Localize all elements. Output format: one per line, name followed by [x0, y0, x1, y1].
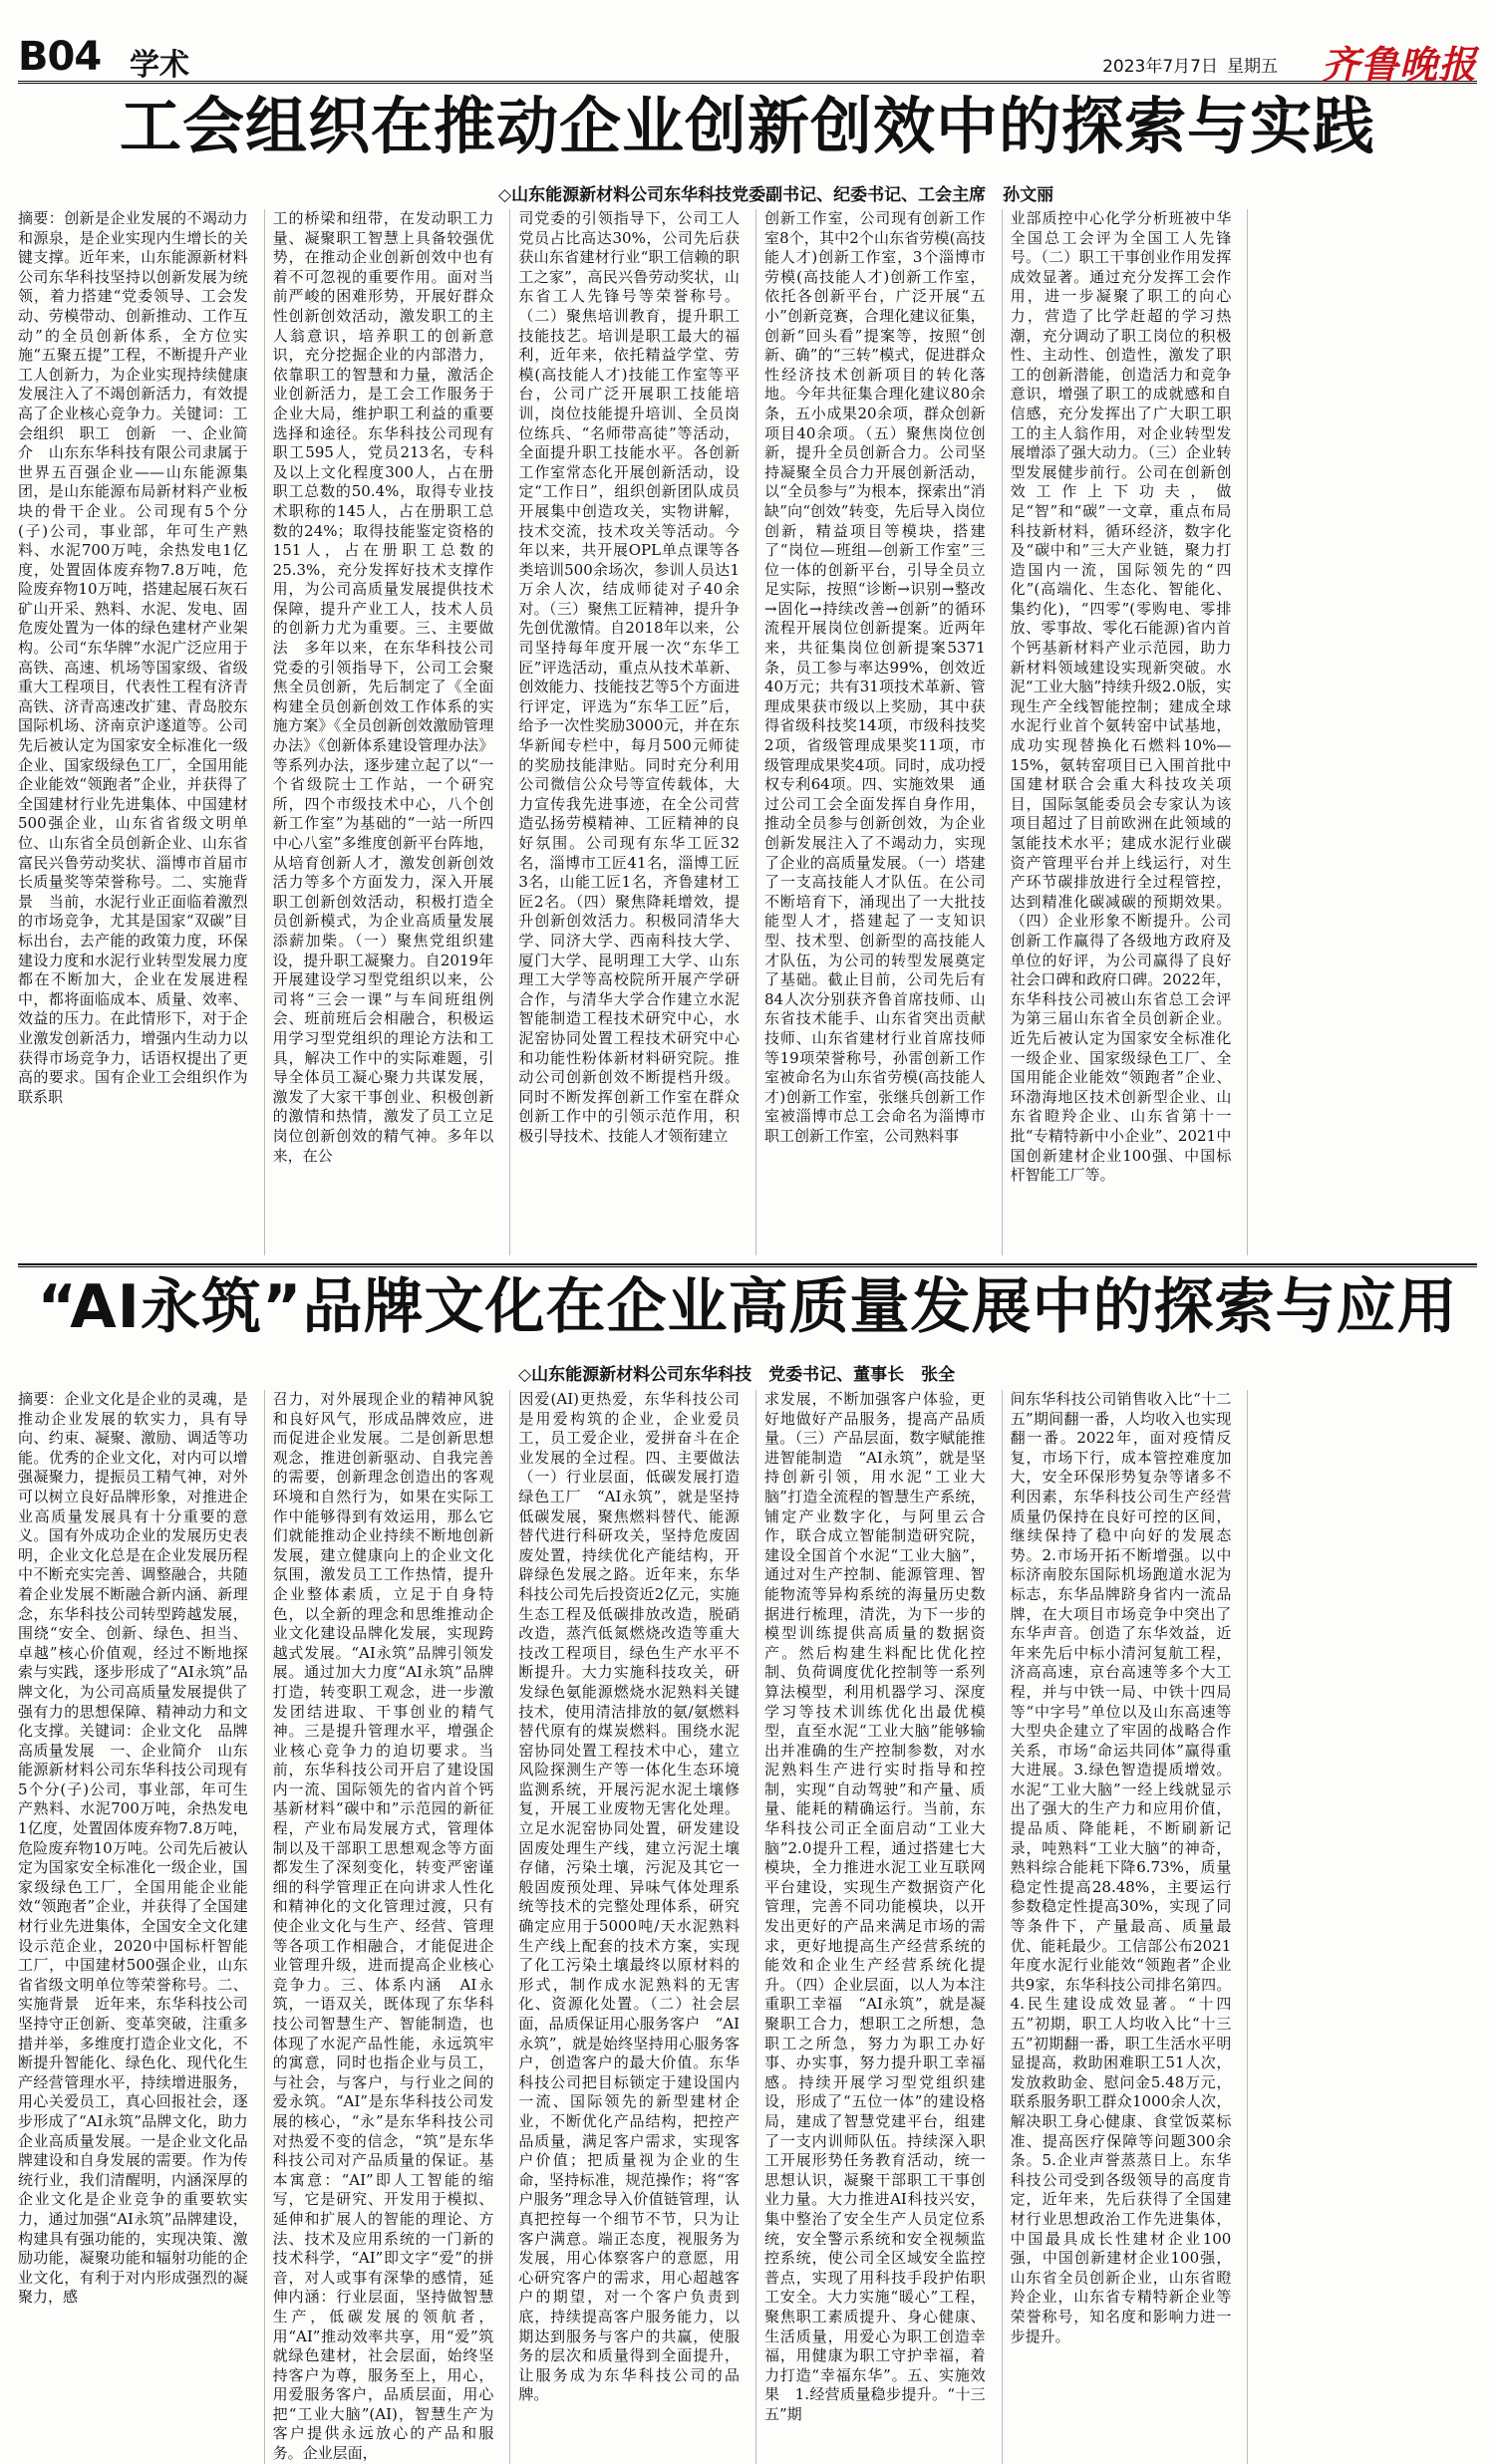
- article1-title: 工会组织在推动企业创新创效中的探索与实践: [119, 90, 1375, 162]
- article2-column-3: 因爱(AI)更热爱，东华科技公司是用爱构筑的企业，企业爱员工，员工爱企业，爱拼奋斗在企业发展的全过程。四、主要做法 （一）行业层面，低碳发展打造绿色工厂 “AI永筑”，就是坚持低碳发展，聚焦燃料替代、能源替代进行科研攻关，坚持危废固废处置，持续优化产能结构，开辟绿色发展之路。近年来，东华科技公司先后投资近2亿元，实施生态工程及低碳排放改造，脱硝改造，蒸汽低氮燃烧改造等重大技改工程项目，绿色生产水平不断提升。大力实施科技攻关，研发绿色氨能源燃烧水泥熟料关键技术，使用清洁排放的氨/氨燃料替代原有的煤炭燃料。围绕水泥窑协同处置工程技术中心，建立风险探测生产等一体化生态环境监测系统，开展污泥水泥土壤修复，开展工业废物无害化处理。立足水泥窑协同处置，研发建设固废处理生产线，建立污泥土壤存储，污染土壤，污泥及其它一般固废预处理、异味气体处理系统等技术的完整处理体系，研究确定应用于5000吨/天水泥熟料生产线上配套的技术方案，实现了化工污染土壤最终以原材料的形式，制作成水泥熟料的无害化、资源化处置。（二）社会层面，品质保证用心服务客户 “AI永筑”，就是始终坚持用心服务客户，创造客户的最大价值。东华科技公司把目标锁定于建设国内一流、国际领先的新型建材企业，不断优化产品结构，把控产品质量，满足客户需求，实现客户价值；把质量视为企业的生命，坚持标准，规范操作；将“客户服务”理念导入价值链管理，认真把控每一个细节不节，只为让客户满意。端正态度，视服务为发展，用心体察客户的意愿，用心研究客户的需求，用心超越客户的期望，对一个客户负责到底，持续提高客户服务能力，以期达到服务与客户的共赢，使服务的层次和质量得到全面提升，让服务成为东华科技公司的品牌。: [509, 1390, 740, 2464]
- issue-weekday: 星期五: [1227, 57, 1278, 77]
- article1-byline: ◇山东能源新材料公司东华科技党委副书记、纪委书记、工会主席 孙文丽: [498, 185, 1054, 205]
- article2-column-4: 求发展，不断加强客户体验，更好地做好产品服务，提高产品质量。（三）产品层面，数字赋能推进智能制造 “AI永筑”，就是坚持创新引领，用水泥“工业大脑”打造全流程的智慧生产系统，铺定产业数字化，与阿里云合作，联合成立智能制造研究院，建设全国首个水泥“工业大脑”，通过对生产控制、能源管理、智能物流等异构系统的海量历史数据进行梳理，清洗，为下一步的模型训练提供高质量的数据资产。然后构建生料配比优化控制、负荷调度优化控制等一系列算法模型，利用机器学习、深度学习等技术训练优化出最优模型，直至水泥“工业大脑”能够输出并准确的生产控制参数，对水泥熟料生产进行实时指导和控制，实现“自动驾驶”和产量、质量、能耗的精确运行。当前，东华科技公司正全面启动“工业大脑”2.0提升工程，通过搭建七大模块，全力推进水泥工业互联网平台建设，实现生产数据资产化管理，完善不同功能模块，以开发出更好的产品来满足市场的需求，更好地提高生产经营系统的能效和企业生产经营系统化提升。（四）企业层面，以人为本注重职工幸福 “AI永筑”，就是凝聚职工合力，想职工之所想，急职工之所急，努力为职工办好事、办实事，努力提升职工幸福感。持续开展学习型党组织建设，形成了“五位一体”的建设格局，建成了智慧党建平台，组建了一支内训师队伍。持续深入职工开展形势任务教育活动，统一思想认识，凝聚干部职工干事创业力量。大力推进AI科技兴安，集中整治了安全生产人员定位系统，安全警示系统和安全视频监控系统，使公司全区域安全监控普点，实现了用科技手段护佑职工安全。大力实施“暖心”工程，聚焦职工素质提升、身心健康、生活质量，用爱心为职工创造幸福，用健康为职工守护幸福，着力打造“幸福东华”。五、实施效果 1.经营质量稳步提升。“十三五”期: [755, 1390, 986, 2464]
- section-name: 学术: [130, 48, 189, 83]
- page-header: [18, 30, 1477, 87]
- article1-column-6: [1247, 209, 1477, 1255]
- issue-date: 2023年7月7日: [1102, 57, 1218, 77]
- article2-column-6: [1247, 1390, 1477, 2464]
- article1-column-2: 工的桥梁和纽带，在发动职工力量、凝聚职工智慧上具备较强优势，在推动企业创新创效中也有着不可忽视的重要作用。面对当前严峻的困难形势，开展好群众性创新创效活动，激发职工的主人翁意识，培养职工的创新意识，充分挖掘企业的内部潜力，依靠职工的智慧和力量，激活企业创新活力，是工会工作服务于企业大局，维护职工利益的重要选择和途径。东华科技公司现有职工595人，党员213名，专科及以上文化程度300人，占在册职工总数的50.4%，取得专业技术职称的145人，占在册职工总数的24%；取得技能鉴定资格的151人，占在册职工总数的25.3%，充分发挥好技术支撑作用，为公司高质量发展提供技术保障，提升产业工人，技术人员的创新力尤为重要。三、主要做法 多年以来，在东华科技公司党委的引领指导下，公司工会聚焦全员创新，先后制定了《全面构建全员创新创效工作体系的实施方案》《全员创新创效激励管理办法》《创新体系建设管理办法》等系列办法，逐步建立起了以“一个省级院士工作站，一个研究所，四个市级技术中心，八个创新工作室”为基础的“一站一所四中心八室”多维度创新平台阵地，从培育创新人才，激发创新创效活力等多个方面发力，深入开展职工创新创效活动，积极打造全员创新模式，为企业高质量发展添薪加柴。（一）聚焦党组织建设，提升职工凝聚力。自2019年开展建设学习型党组织以来，公司将“三会一课”与车间班组例会、班前班后会相融合，积极运用学习型党组织的理论方法和工具，解决工作中的实际难题，引导全体员工凝心聚力共谋发展，激发了大家干事创业、积极创新的激情和热情，激发了员工立足岗位创新创效的精气神。多年以来，在公: [264, 209, 494, 1255]
- article1-column-4: 创新工作室，公司现有创新工作室8个，其中2个山东省劳模(高技能人才)创新工作室，3个淄博市劳模(高技能人才)创新工作室，依托各创新平台，广泛开展“五小”创新竞赛，合理化建议征集，创新“回头看”提案等，按照“创新、确”的“三转”模式，促进群众性经济技术创新项目的转化落地。今年共征集合理化建议80余条，五小成果20余项，群众创新项目40余项。（五）聚焦岗位创新，提升全员创新合力。公司坚持凝聚全员合力开展创新活动，以“全员参与”为根本，探索出“消缺”向“创效”转变，先后导入岗位创新，精益项目等模块，搭建了“岗位—班组—创新工作室”三位一体的创新平台，引导全员立足实际，按照“诊断→识别→整改→固化→持续改善→创新”的循环流程开展岗位创新提案。近两年来，共征集岗位创新提案5371条，员工参与率达99%，创效近40万元；共有31项技术革新、管理成果获市级以上奖励，其中获得省级科技奖14项，市级科技奖2项，省级管理成果奖11项，市级管理成果奖4项。同时，成功授权专利64项。四、实施效果 通过公司工会全面发挥自身作用，推动全员参与创新创效，为企业创新发展注入了不竭动力，实现了企业的高质量发展。（一）塔建了一支高技能人才队伍。在公司不断培育下，涌现出了一大批技能型人才，搭建起了一支知识型、技术型、创新型的高技能人才队伍，为公司的转型发展奠定了基础。截止目前，公司先后有84人次分别获齐鲁首席技师、山东省技术能手、山东省突出贡献技师、山东省建材行业首席技师等19项荣誉称号，孙雷创新工作室被命名为山东省劳模(高技能人才)创新工作室，张继兵创新工作室被淄博市总工会命名为淄博市职工创新工作室，公司熟料事: [755, 209, 986, 1255]
- article1-body: [18, 209, 1477, 1255]
- article2-body: [18, 1390, 1477, 2463]
- article1-column-1: 摘要：创新是企业发展的不竭动力和源泉，是企业实现内生增长的关键支撑。近年来，山东能源新材料公司东华科技坚持以创新发展为统领，着力搭建“党委领导、工会发动、劳模带动、创新推动、工作互动”的全员创新体系，全方位实施“五聚五提”工程，不断提升产业工人创新力，为企业实现持续健康发展注入了不竭创新活力，有效提高了企业核心竞争力。关键词：工会组织 职工 创新 一、企业简介 山东东华科技有限公司隶属于世界五百强企业——山东能源集团，是山东能源布局新材料产业板块的骨干企业。公司现有5个分(子)公司，事业部，年可生产熟料、水泥700万吨，余热发电1亿度，处置固体废弃物7.8万吨，危险废弃物10万吨，搭建起展石灰石矿山开采、熟料、水泥、发电、固危废处置为一体的绿色建材产业架构。公司“东华牌”水泥广泛应用于高铁、高速、机场等国家级、省级重大工程项目，代表性工程有济青高铁、济青高速改扩建、青岛胶东国际机场、济南京沪遂道等。公司先后被认定为国家安全标准化一级企业、国家级绿色工厂，全国用能企业能效“领跑者”企业，并获得了全国建材行业先进集体、中国建材500强企业，山东省省级文明单位、山东省全员创新企业、山东省富民兴鲁劳动奖状、淄博市首届市长质量奖等荣誉称号。二、实施背景 当前，水泥行业正面临着激烈的市场竞争，尤其是国家“双碳”目标出台，去产能的政策力度，环保建设力度和水泥行业转型发展力度都在不断加大，企业在发展进程中，都将面临成本、质量、效率、效益的压力。在此情形下，对于企业激发创新活力，增强内生动力以获得市场竞争力，话语权提出了更高的要求。国有企业工会组织作为联系职: [18, 209, 248, 1106]
- article2-byline: ◇山东能源新材料公司东华科技 党委书记、董事长 张全: [518, 1365, 956, 1385]
- article2-column-2: 召力，对外展现企业的精神风貌和良好风气，形成品牌效应，进而促进企业发展。二是创新思想观念，推进创新驱动、自我完善的需要，创新理念创造出的客观环境和自然行为，如果在实际工作中能够得到有效运用，那么它们就能推动企业持续不断地创新发展，建立健康向上的企业文化氛围，激发员工工作热情，提升企业整体素质，立足于自身特色，以全新的理念和思维推动企业文化建设品牌化发展，实现跨越式发展。“AI永筑”品牌引领发展。通过加大力度“AI永筑”品牌打造，转变职工观念，进一步激发团结进取、干事创业的精气神。三是提升管理水平，增强企业核心竞争力的迫切要求。当前，东华科技公司开启了建设国内一流、国际领先的省内首个钙基新材料“碳中和”示范园的新征程，产业布局发展方式，管理体制以及干部职工思想观念等方面都发生了深刻变化，转变严密谨细的科学管理正在向讲求人性化和精神化的文化管理过渡，只有使企业文化与生产、经营、管理等各项工作相融合，才能促进企业管理升级，进而提高企业核心竞争力。三、体系内涵 AI永筑，一语双关，既体现了东华科技公司智慧生产、智能制造，也体现了水泥产品性能，永远筑牢的寓意，同时也指企业与员工，与社会，与客户，与行业之间的爱永筑。“AI”是东华科技公司发展的核心，“永”是东华科技公司对热爱不变的信念，“筑”是东华科技公司对产品质量的保证。基本寓意：“AI”即人工智能的缩写，它是研究、开发用于模拟、延伸和扩展人的智能的理论、方法、技术及应用系统的一门新的技术科学，“AI”即文字“爱”的拼音，对人或事有深挚的感情，延伸内涵：行业层面，坚持做智慧生产，低碳发展的领航者，用“AI”推动效率共享，用“爱”筑就绿色建材，社会层面，始终坚持客户为尊，服务至上，用心，用爱服务客户，品质层面，用心把“工业大脑”(AI)，智慧生产为客户提供永远放心的产品和服务。企业层面，: [264, 1390, 494, 2464]
- article1-column-3: 司党委的引领指导下，公司工人党员占比高达30%，公司先后获获山东省建材行业“职工信赖的职工之家”，高民兴鲁劳动奖状，山东省工人先锋号等荣誉称号。（二）聚焦培训教育，提升职工技能技艺。培训是职工最大的福利，近年来，依托精益学堂、劳模(高技能人才)技能工作室等平台，公司广泛开展职工技能培训，岗位技能提升培训、全员岗位练兵、“名师带高徒”等活动，全面提升职工技能水平。各创新工作室常态化开展创新活动，设定“工作日”，组织创新团队成员开展集中创造攻关，实物讲解，技术交流，技术攻关等活动。今年以来，共开展OPL单点课等各类培训500余场次，参训人员达1万余人次，结成师徒对子40余对。（三）聚焦工匠精神，提升争先创优激情。自2018年以来，公司坚持每年度开展一次“东华工匠”评选活动，重点从技术革新、创效能力、技能技艺等5个方面进行评定，评选为“东华工匠”后，给予一次性奖励3000元，并在东华新闻专栏中，每月500元师徒的奖励技能津贴。同时充分利用公司微信公众号等宣传载体，大力宣传我先进事迹，在全公司营造弘扬劳模精神、工匠精神的良好氛围。公司现有东华工匠32名，淄博市工匠41名，淄博工匠3名，山能工匠1名，齐鲁建材工匠2名。（四）聚焦降耗增效，提升创新创效活力。积极同清华大学、同济大学、西南科技大学、厦门大学、昆明理工大学、山东理工大学等高校院所开展产学研合作，与清华大学合作建立水泥智能制造工程技术研究中心，水泥窑协同处置工程技术研究中心和功能性粉体新材料研究院。推动公司创新创效不断提档升级。同时不断发挥创新工作室在群众创新工作中的引领示范作用，积极引导技术、技能人才领衔建立: [509, 209, 740, 1255]
- article1-column-5: 业部质控中心化学分析班被中华全国总工会评为全国工人先锋号。（二）职工干事创业作用发挥成效显著。通过充分发挥工会作用，进一步凝聚了职工的向心力，营造了比学赶超的学习热潮，充分调动了职工岗位的积极性、主动性、创造性，激发了职工的创新潜能，创造活力和竞争意识，增强了职工的成就感和自信感，充分发挥出了广大职工职工的主人翁作用，对企业转型发展增添了强大动力。（三）企业转型发展健步前行。公司在创新创效工作上下功夫，做足“智”和“碳”一文章，重点布局科技新材料，循环经济，数字化及“碳中和”三大产业链，聚力打造国内一流，国际领先的“四化”(高端化、生态化、智能化、集约化)，“四零”(零购电、零排放、零事故、零化石能源)省内首个钙基新材料产业示范园，助力新材料领域建设实现新突破。水泥“工业大脑”持续升级2.0版，实现生产全线智能控制；建成全球水泥行业首个氨转窑中试基地，成功实现替换化石燃料10%—15%，氨转窑项目已入围首批中国建材联合会重大科技攻关项目，国际氢能委员会专家认为该项目超过了目前欧洲在此领域的氢能技术水平；建成水泥行业碳资产管理平台并上线运行，对生产环节碳排放进行全过程管控，达到精准化碳减碳的预期效果。（四）企业形象不断提升。公司创新工作赢得了各级地方政府及单位的好评，为公司赢得了良好社会口碑和政府口碑。2022年，东华科技公司被山东省总工会评为第三届山东省全员创新企业。近先后被认定为国家安全标准化一级企业、国家级绿色工厂、全国用能企业能效“领跑者”企业、环渤海地区技术创新型企业、山东省瞪羚企业、山东省第十一批“专精特新中小企业”、2021中国创新建材企业100强、中国标杆智能工厂等。: [1002, 209, 1232, 1255]
- section-divider: [18, 1263, 1477, 1267]
- article2-column-5: 间东华科技公司销售收入比“十二五”期间翻一番，人均收入也实现翻一番。2022年，面对疫情反复，市场下行，成本管控难度加大，安全环保形势复杂等诸多不利因素，东华科技公司生产经营质量仍保持在良好可控的区间，继续保持了稳中向好的发展态势。2.市场开拓不断增强。以中标济南胶东国际机场跑道水泥为标志，东华品牌跻身省内一流品牌，在大项目市场竞争中突出了东华声音。创造了东华效益，近年来先后中标小清河复航工程，济高高速，京台高速等多个大工程，并与中铁一局、中铁十四局等“中字号”单位以及山东高速等大型央企建立了牢固的战略合作关系，市场“命运共同体”赢得重大进展。3.绿色智造提质增效。水泥“工业大脑”一经上线就显示出了强大的生产力和应用价值，提品质、降能耗，不断刷新记录，吨熟料“工业大脑”的神奇，熟料综合能耗下降6.73%，质量稳定性提高28.48%，主要运行参数稳定性提高30%，实现了同等条件下，产量最高、质量最优、能耗最少。工信部公布2021年度水泥行业能效“领跑者”企业共9家，东华科技公司排名第四。4.民生建设成效显著。“十四五”初期，职工人均收入比“十三五”初期翻一番，职工生活水平明显提高，救助困难职工51人次，发放救助金、慰问金5.48万元，联系服务职工群众1000余人次，解决职工身心健康、食堂饭菜标准、提高医疗保障等问题300余条。5.企业声誉蒸蒸日上。东华科技公司受到各级领导的高度肯定，近年来，先后获得了全国建材行业思想政治工作先进集体，中国最具成长性建材企业100强，中国创新建材企业100强，山东省全员创新企业，山东省瞪羚企业，山东省专精特新企业等荣誉称号，知名度和影响力进一步提升。: [1002, 1390, 1232, 2464]
- page-number: B04: [18, 34, 102, 80]
- article2-title: “AI永筑”品牌文化在企业高质量发展中的探索与应用: [37, 1272, 1458, 1342]
- masthead-logo: 齐鲁晚报: [1321, 42, 1477, 87]
- article2-column-1: 摘要：企业文化是企业的灵魂，是推动企业发展的软实力，具有导向、约束、凝聚、激励、调适等功能。优秀的企业文化，对内可以增强凝聚力，提振员工精气神，对外可以树立良好品牌形象，对推进企业高质量发展具有十分重要的意义。国有外成功企业的发展历史表明，企业文化总是在企业发展历程中不断充实完善、调整融合，共随着企业发展不断融合新内涵、新理念，东华科技公司转型跨越发展，围绕“安全、创新、绿色、担当、卓越”核心价值观，经过不断地探索与实践，逐步形成了“AI永筑”品牌文化，为公司高质量发展提供了强有力的思想保障、精神动力和文化支撑。关键词：企业文化 品牌 高质量发展 一、企业简介 山东能源新材料公司东华科技公司现有5个分(子)公司，事业部，年可生产熟料、水泥700万吨，余热发电1亿度，处置固体废弃物7.8万吨，危险废弃物10万吨。公司先后被认定为国家安全标准化一级企业，国家级绿色工厂，全国用能企业能效“领跑者”企业，并获得了全国建材行业先进集体，全国安全文化建设示范企业，2020中国标杆智能工厂，中国建材500强企业，山东省省级文明单位等荣誉称号。二、实施背景 近年来，东华科技公司坚持守正创新、变革突破，注重多措并举，多维度打造企业文化，不断提升智能化、绿色化、现代化生产经营管理水平，持续增进服务，用心关爱员工，真心回报社会，逐步形成了“AI永筑”品牌文化，助力企业高质量发展。一是企业文化品牌建设和自身发展的需要。作为传统行业，我们清醒明，内涵深厚的企业文化是企业竞争的重要软实力，通过加强“AI永筑”品牌建设，构建具有强功能的，实现决策、激励功能，凝聚功能和辐射功能的企业文化，有利于对内形成强烈的凝聚力，感: [18, 1390, 263, 2307]
